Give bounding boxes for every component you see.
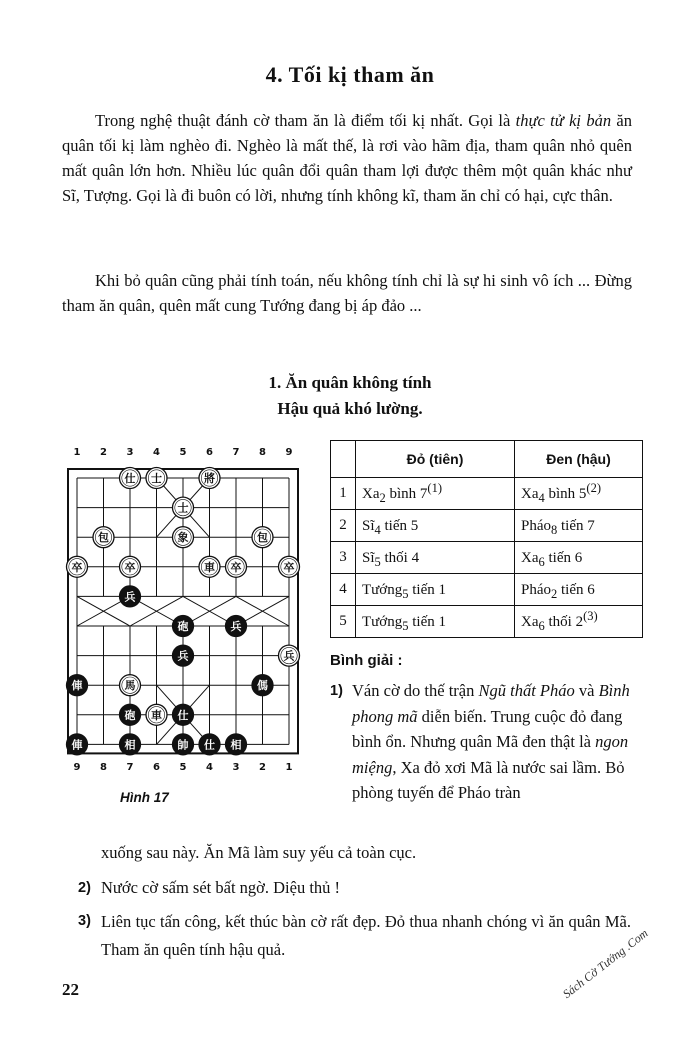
file-number-bottom: 7 — [126, 762, 134, 773]
red-move-cell — [356, 478, 515, 510]
file-subscript: 5 — [374, 555, 381, 569]
section-title: 4. Tối kị tham ăn — [265, 62, 435, 87]
chess-piece-label: 將 — [204, 472, 215, 485]
move-number-cell — [331, 542, 356, 574]
file-subscript: 2 — [379, 491, 386, 505]
chess-piece-label: 卒 — [283, 560, 295, 574]
black-move-cell — [515, 542, 643, 574]
item-number: 2) — [78, 880, 91, 896]
black-move-cell — [515, 478, 643, 510]
piece-name: Sĩ — [362, 518, 375, 534]
table-row — [331, 542, 643, 574]
commentary-heading: Bình giải : — [330, 652, 403, 669]
intro-paragraph-2: Khi bỏ quân cũng phải tính toán, nếu không tính chỉ là sự hi sinh vô ích ... Đừng tham ăn quân, quên mất cung Tướng đang bị áp đảo ... — [62, 271, 632, 315]
file-number-bottom: 4 — [206, 762, 213, 773]
intro-text: Trong nghệ thuật đánh cờ tham ăn là điểm tối kị nhất. Gọi là — [95, 111, 516, 130]
piece-name: Xa — [521, 550, 539, 566]
chess-piece-label: 卒 — [124, 560, 136, 574]
piece-name: Xa — [521, 486, 539, 502]
file-number-bottom: 3 — [232, 762, 240, 773]
move-action: tiến 5 — [380, 518, 419, 534]
red-move-cell — [356, 574, 515, 606]
table-header-red: Đỏ (tiên) — [356, 441, 515, 478]
chess-piece-label: 砲 — [124, 708, 136, 722]
move-number: 1 — [339, 485, 347, 501]
move-number: 2 — [339, 517, 347, 533]
commentary-emphasis: Bình phong mã — [352, 681, 630, 726]
file-number-top: 2 — [100, 447, 107, 458]
table-row — [331, 478, 643, 510]
move-number-cell — [331, 606, 356, 638]
chess-piece-label: 傌 — [257, 679, 268, 693]
intro-paragraph-1 — [62, 108, 632, 208]
commentary-text: và — [574, 681, 599, 700]
file-number-bottom: 6 — [153, 762, 160, 773]
red-move-cell — [356, 606, 515, 638]
chess-piece-label: 俥 — [71, 679, 83, 693]
file-number-bottom: 1 — [285, 762, 293, 773]
moves-table — [330, 440, 643, 638]
file-subscript: 6 — [538, 555, 545, 569]
watermark: Sách Cờ Tướng .Com — [560, 925, 651, 1002]
commentary-emphasis: ngon miệng — [352, 732, 629, 777]
chess-piece-label: 包 — [257, 531, 268, 545]
move-action: tiến 6 — [557, 582, 595, 598]
file-subscript: 8 — [551, 523, 558, 537]
file-number-top: 9 — [285, 447, 293, 458]
chess-piece-label: 俥 — [71, 738, 83, 752]
piece-name: Xa — [521, 614, 539, 630]
move-number-cell — [331, 574, 356, 606]
figure-caption: Hình 17 — [120, 790, 169, 805]
item-number: 1) — [330, 683, 343, 699]
move-action: bình 5 — [544, 486, 587, 502]
table-row — [331, 574, 643, 606]
subsection-subtitle: Hậu quả khó lường. — [277, 399, 423, 418]
chess-piece-label: 兵 — [177, 649, 189, 663]
intro-text: ăn quân tối kị làm nghèo đi. Nghèo là mất thế, là rơi vào hãm địa, tham quân nhỏ quên mất quân lớn hơn. Nhiều lúc quân đổi quân tham lợi được thêm một quân khác như Sĩ, Tượng. Gọi là đi buôn có lời, nhưng tính không kĩ, tham ăn chỉ có hại, cực thân. — [62, 111, 632, 205]
file-number-top: 8 — [259, 447, 266, 458]
file-number-top: 3 — [126, 447, 134, 458]
item-number: 3) — [78, 913, 91, 929]
commentary-emphasis: Ngũ thất Pháo — [478, 681, 575, 700]
file-subscript: 5 — [402, 587, 409, 601]
chess-piece-label: 士 — [151, 472, 162, 485]
footnote-ref: (3) — [583, 609, 598, 623]
file-subscript: 5 — [402, 619, 409, 633]
chess-piece-label: 兵 — [283, 649, 295, 663]
file-number-top: 4 — [153, 447, 160, 458]
move-action: tiến 7 — [557, 518, 595, 534]
chess-piece-label: 兵 — [124, 590, 136, 604]
file-subscript: 2 — [551, 587, 558, 601]
black-move-cell — [515, 574, 643, 606]
footnote-ref: (2) — [586, 481, 601, 495]
commentary-text: Ván cờ do thế trận — [352, 681, 479, 700]
red-move-cell — [356, 510, 515, 542]
move-action: thối 4 — [380, 550, 420, 566]
file-number-bottom: 5 — [179, 762, 187, 773]
piece-name: Sĩ — [362, 550, 375, 566]
xiangqi-board — [55, 445, 315, 775]
chess-piece-label: 帥 — [177, 738, 189, 752]
chess-piece-label: 卒 — [71, 560, 83, 574]
chess-piece-label: 馬 — [124, 679, 136, 693]
red-move-cell — [356, 542, 515, 574]
file-number-bottom: 8 — [100, 762, 107, 773]
chess-piece-label: 仕 — [204, 738, 215, 752]
file-number-top: 5 — [179, 447, 187, 458]
piece-name: Pháo — [521, 582, 551, 598]
move-number-cell — [331, 510, 356, 542]
chess-piece-label: 相 — [230, 738, 242, 752]
file-number-bottom: 2 — [259, 762, 266, 773]
move-number: 3 — [339, 549, 347, 565]
chess-piece-label: 砲 — [177, 620, 189, 633]
table-header-black: Đen (hậu) — [515, 441, 643, 478]
black-move-cell — [515, 606, 643, 638]
commentary-item-1 — [352, 678, 630, 806]
chess-piece-label: 車 — [204, 560, 215, 574]
table-header-row — [331, 441, 643, 478]
chess-piece-label: 車 — [151, 708, 162, 722]
table-header-number — [331, 441, 356, 478]
chess-piece-label: 象 — [177, 531, 189, 545]
commentary-item-2: Nước cờ sấm sét bất ngờ. Diệu thủ ! — [101, 878, 341, 897]
move-action: tiến 1 — [408, 582, 446, 598]
move-number-cell — [331, 478, 356, 510]
move-action: tiến 1 — [408, 614, 446, 630]
file-number-top: 7 — [232, 447, 240, 458]
black-move-cell — [515, 510, 643, 542]
file-number-bottom: 9 — [73, 762, 81, 773]
file-number-top: 1 — [73, 447, 81, 458]
move-action: tiến 6 — [544, 550, 583, 566]
piece-name: Tướng — [362, 582, 403, 598]
table-row — [331, 510, 643, 542]
move-number: 4 — [339, 581, 347, 597]
chess-piece-label: 士 — [177, 501, 189, 515]
move-number: 5 — [339, 613, 347, 629]
chess-piece-label: 相 — [124, 738, 136, 752]
piece-name: Xa — [362, 486, 380, 502]
move-action: bình 7 — [385, 486, 428, 502]
subsection-title: 1. Ăn quân không tính — [268, 373, 432, 392]
intro-emphasis: thực tử kị bản — [515, 111, 612, 130]
chess-piece-label: 包 — [98, 531, 109, 545]
chess-piece-label: 仕 — [124, 472, 136, 485]
file-subscript: 4 — [538, 491, 545, 505]
footnote-ref: (1) — [427, 481, 442, 495]
commentary-item-3: Liên tục tấn công, kết thúc bàn cờ rất đẹp. Đỏ thua nhanh chóng vì ăn quân Mã. Tham ăn quên tính hậu quả. — [101, 912, 631, 959]
chess-piece-label: 兵 — [230, 620, 242, 633]
file-subscript: 6 — [538, 619, 545, 633]
piece-name: Tướng — [362, 614, 403, 630]
chess-piece-label: 卒 — [230, 560, 242, 574]
file-number-top: 6 — [206, 447, 213, 458]
commentary-text: , Xa đỏ xơi Mã là nước sai lầm. Bỏ phòng tuyến để Pháo tràn — [352, 757, 625, 802]
piece-name: Pháo — [521, 518, 551, 534]
page-number: 22 — [62, 980, 79, 999]
table-row — [331, 606, 643, 638]
commentary-text: diễn biến. Trung cuộc đỏ đang bình ổn. Nhưng quân Mã đen thật là — [352, 706, 623, 751]
commentary-item-1-continued: xuống sau này. Ăn Mã làm suy yếu cả toàn cục. — [101, 843, 417, 862]
file-subscript: 4 — [374, 523, 381, 537]
move-action: thối 2 — [544, 614, 584, 630]
chess-piece-label: 仕 — [177, 708, 189, 722]
